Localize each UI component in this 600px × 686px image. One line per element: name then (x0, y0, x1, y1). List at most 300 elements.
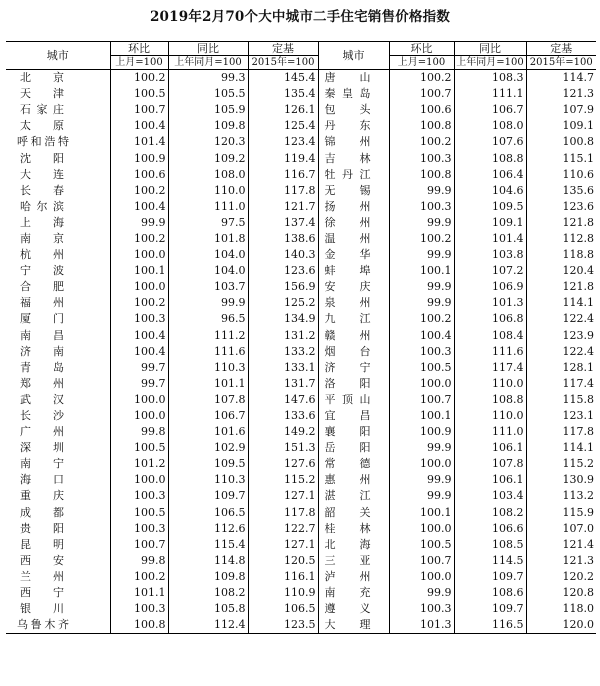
city-name (6, 86, 110, 102)
mom-value: 100.4 (110, 328, 168, 344)
table-row (6, 553, 596, 569)
yoy-value: 101.8 (168, 231, 248, 247)
city-name-text: 南充 (324, 586, 371, 600)
city-name (318, 134, 389, 150)
city-name-text: 南宁 (20, 457, 64, 471)
city-name (6, 295, 110, 311)
yoy-value: 109.5 (454, 199, 526, 215)
table-row (6, 408, 596, 424)
fixed-value: 130.9 (526, 472, 596, 488)
city-name-text: 襄阳 (324, 425, 371, 439)
mom-value: 100.4 (110, 344, 168, 360)
city-name-text: 赣州 (324, 328, 371, 342)
mom-value: 100.5 (389, 537, 454, 553)
mom-value: 100.7 (389, 86, 454, 102)
fixed-value: 123.9 (526, 328, 596, 344)
fixed-value: 135.6 (526, 183, 596, 199)
mom-value: 100.8 (389, 167, 454, 183)
city-name-text: 桂林 (324, 521, 371, 535)
yoy-value: 106.5 (168, 505, 248, 521)
city-name (318, 440, 389, 456)
yoy-value: 106.1 (454, 472, 526, 488)
fixed-value: 123.5 (248, 617, 318, 634)
city-name-text: 常德 (324, 457, 371, 471)
city-name (6, 199, 110, 215)
fixed-value: 122.4 (526, 344, 596, 360)
fixed-value: 112.8 (526, 231, 596, 247)
city-name-text: 惠州 (324, 473, 371, 487)
city-name-text: 重庆 (20, 489, 64, 503)
mom-value: 100.2 (389, 70, 454, 87)
fixed-value: 121.8 (526, 279, 596, 295)
yoy-value: 108.0 (168, 167, 248, 183)
yoy-value: 96.5 (168, 311, 248, 327)
city-name (6, 585, 110, 601)
yoy-value: 105.5 (168, 86, 248, 102)
mom-value: 99.9 (389, 488, 454, 504)
mom-value: 100.0 (389, 569, 454, 585)
city-name-text: 安庆 (324, 280, 371, 294)
fixed-value: 127.1 (248, 488, 318, 504)
city-name-text: 贵阳 (20, 521, 64, 535)
yoy-value: 115.4 (168, 537, 248, 553)
yoy-value: 110.3 (168, 472, 248, 488)
yoy-value: 107.8 (454, 456, 526, 472)
city-name-text: 蚌埠 (324, 264, 371, 278)
mom-value: 100.3 (110, 521, 168, 537)
city-name-text: 广州 (20, 425, 64, 439)
city-name (6, 456, 110, 472)
yoy-value: 106.8 (454, 311, 526, 327)
yoy-value: 108.6 (454, 585, 526, 601)
city-name (6, 424, 110, 440)
yoy-value: 110.0 (454, 408, 526, 424)
city-name (318, 231, 389, 247)
fixed-value: 121.4 (526, 537, 596, 553)
table-row (6, 601, 596, 617)
fixed-value: 131.2 (248, 328, 318, 344)
yoy-value: 107.6 (454, 134, 526, 150)
mom-value: 99.9 (389, 183, 454, 199)
table-row (6, 167, 596, 183)
yoy-value: 109.8 (168, 118, 248, 134)
city-name (318, 70, 389, 87)
mom-value: 100.1 (389, 408, 454, 424)
city-name-text: 韶关 (324, 505, 371, 519)
city-name (318, 585, 389, 601)
yoy-value: 108.8 (454, 392, 526, 408)
mom-value: 100.3 (389, 344, 454, 360)
mom-value: 100.7 (110, 537, 168, 553)
city-name (318, 215, 389, 231)
yoy-value: 99.3 (168, 70, 248, 87)
city-name (318, 617, 389, 634)
city-name-text: 牡丹江 (324, 167, 371, 181)
yoy-value: 111.0 (454, 424, 526, 440)
fixed-value: 110.6 (526, 167, 596, 183)
city-name-text: 西安 (20, 553, 64, 567)
table-row (6, 150, 596, 166)
yoy-value: 114.8 (168, 553, 248, 569)
mom-value: 100.8 (389, 118, 454, 134)
fixed-value: 114.7 (526, 70, 596, 87)
mom-value: 100.1 (389, 263, 454, 279)
city-name-text: 宁波 (20, 264, 64, 278)
city-name (318, 167, 389, 183)
fixed-value: 115.2 (248, 472, 318, 488)
city-name-text: 兰州 (20, 569, 64, 583)
yoy-value: 107.2 (454, 263, 526, 279)
mom-value: 100.0 (389, 521, 454, 537)
city-name-text: 乌鲁木齐 (17, 618, 69, 632)
fixed-value: 121.7 (248, 199, 318, 215)
table-row (6, 328, 596, 344)
mom-value: 101.2 (110, 456, 168, 472)
mom-value: 99.9 (389, 585, 454, 601)
city-name (6, 134, 110, 150)
mom-value: 99.7 (110, 376, 168, 392)
city-name (6, 247, 110, 263)
table-row (6, 505, 596, 521)
yoy-value: 109.1 (454, 215, 526, 231)
mom-value: 100.7 (110, 102, 168, 118)
city-name (318, 199, 389, 215)
fixed-value: 131.7 (248, 376, 318, 392)
city-name (6, 70, 110, 87)
city-name-text: 吉林 (324, 151, 371, 165)
city-name (6, 376, 110, 392)
yoy-value: 101.3 (454, 295, 526, 311)
table-row (6, 199, 596, 215)
fixed-value: 135.4 (248, 86, 318, 102)
table-row (6, 263, 596, 279)
city-name (6, 183, 110, 199)
header-mom-base-right: 上月=100 (389, 56, 454, 70)
fixed-value: 125.2 (248, 295, 318, 311)
table-row (6, 118, 596, 134)
city-name (6, 231, 110, 247)
city-name (6, 360, 110, 376)
mom-value: 100.7 (389, 553, 454, 569)
yoy-value: 106.1 (454, 440, 526, 456)
city-name (6, 553, 110, 569)
table-row (6, 617, 596, 634)
yoy-value: 108.4 (454, 328, 526, 344)
fixed-value: 115.2 (526, 456, 596, 472)
fixed-value: 100.8 (526, 134, 596, 150)
header-fixed-right: 定基 (526, 42, 596, 56)
mom-value: 100.2 (110, 231, 168, 247)
mom-value: 99.9 (389, 472, 454, 488)
yoy-value: 117.4 (454, 360, 526, 376)
table-body (6, 70, 596, 634)
mom-value: 99.8 (110, 553, 168, 569)
mom-value: 100.0 (110, 247, 168, 263)
city-name-text: 湛江 (324, 489, 371, 503)
city-name (6, 472, 110, 488)
fixed-value: 122.4 (526, 311, 596, 327)
city-name (6, 215, 110, 231)
city-name (318, 553, 389, 569)
mom-value: 100.2 (110, 183, 168, 199)
mom-value: 100.7 (389, 392, 454, 408)
mom-value: 100.0 (389, 376, 454, 392)
city-name-text: 福州 (20, 296, 64, 310)
city-name-text: 厦门 (20, 312, 64, 326)
yoy-value: 108.0 (454, 118, 526, 134)
mom-value: 100.2 (389, 231, 454, 247)
yoy-value: 109.7 (454, 601, 526, 617)
city-name-text: 锦州 (324, 135, 371, 149)
city-name (6, 408, 110, 424)
city-name-text: 丹东 (324, 119, 371, 133)
header-yoy-base-right: 上年同月=100 (454, 56, 526, 70)
city-name (318, 295, 389, 311)
city-name-text: 北京 (20, 71, 64, 85)
city-name-text: 洛阳 (324, 376, 371, 390)
city-name (318, 488, 389, 504)
fixed-value: 114.1 (526, 295, 596, 311)
fixed-value: 109.1 (526, 118, 596, 134)
mom-value: 100.3 (110, 311, 168, 327)
mom-value: 100.3 (110, 488, 168, 504)
mom-value: 100.0 (110, 408, 168, 424)
city-name (318, 263, 389, 279)
city-name (318, 247, 389, 263)
yoy-value: 108.3 (454, 70, 526, 87)
city-name-text: 包头 (324, 103, 371, 117)
table-row (6, 344, 596, 360)
table-row (6, 456, 596, 472)
mom-value: 100.3 (389, 199, 454, 215)
fixed-value: 117.8 (526, 424, 596, 440)
fixed-value: 117.8 (248, 183, 318, 199)
yoy-value: 103.4 (454, 488, 526, 504)
mom-value: 99.8 (110, 424, 168, 440)
city-name (318, 392, 389, 408)
city-name (6, 328, 110, 344)
mom-value: 99.9 (389, 215, 454, 231)
price-index-table (6, 41, 596, 634)
table-row (6, 279, 596, 295)
city-name-text: 上海 (20, 215, 64, 229)
fixed-value: 151.3 (248, 440, 318, 456)
mom-value: 100.4 (110, 199, 168, 215)
city-name (6, 537, 110, 553)
header-city-right: 城市 (318, 42, 389, 70)
city-name (6, 488, 110, 504)
city-name-text: 烟台 (324, 344, 371, 358)
fixed-value: 115.9 (526, 505, 596, 521)
city-name-text: 西宁 (20, 586, 64, 600)
fixed-value: 137.4 (248, 215, 318, 231)
city-name (318, 456, 389, 472)
mom-value: 100.0 (110, 392, 168, 408)
yoy-value: 109.7 (454, 569, 526, 585)
city-name (318, 505, 389, 521)
table-row (6, 231, 596, 247)
mom-value: 100.2 (110, 569, 168, 585)
yoy-value: 116.5 (454, 617, 526, 634)
city-name (6, 617, 110, 634)
mom-value: 100.3 (389, 150, 454, 166)
header-mom-right: 环比 (389, 42, 454, 56)
yoy-value: 104.0 (168, 247, 248, 263)
yoy-value: 112.6 (168, 521, 248, 537)
city-name-text: 无锡 (324, 183, 371, 197)
mom-value: 100.2 (389, 134, 454, 150)
fixed-value: 119.4 (248, 150, 318, 166)
city-name-text: 长沙 (20, 409, 64, 423)
fixed-value: 116.1 (248, 569, 318, 585)
fixed-value: 122.7 (248, 521, 318, 537)
city-name (318, 537, 389, 553)
table-row (6, 488, 596, 504)
yoy-value: 108.2 (454, 505, 526, 521)
fixed-value: 113.2 (526, 488, 596, 504)
mom-value: 100.3 (389, 601, 454, 617)
header-yoy-left: 同比 (168, 42, 248, 56)
city-name (318, 183, 389, 199)
header-yoy-right: 同比 (454, 42, 526, 56)
yoy-value: 106.4 (454, 167, 526, 183)
yoy-value: 110.3 (168, 360, 248, 376)
yoy-value: 108.2 (168, 585, 248, 601)
city-name-text: 合肥 (20, 280, 64, 294)
fixed-value: 133.2 (248, 344, 318, 360)
yoy-value: 104.0 (168, 263, 248, 279)
city-name-text: 呼和浩特 (17, 135, 69, 149)
header-yoy-base-left: 上年同月=100 (168, 56, 248, 70)
fixed-value: 117.8 (248, 505, 318, 521)
yoy-value: 106.7 (454, 102, 526, 118)
fixed-value: 120.4 (526, 263, 596, 279)
city-name-text: 扬州 (324, 199, 371, 213)
city-name-text: 唐山 (324, 71, 371, 85)
city-name-text: 遵义 (324, 602, 371, 616)
fixed-value: 123.6 (248, 263, 318, 279)
header-fixed-base-right: 2015年=100 (526, 56, 596, 70)
city-name (6, 118, 110, 134)
yoy-value: 103.8 (454, 247, 526, 263)
city-name-text: 青岛 (20, 360, 64, 374)
city-name (318, 376, 389, 392)
city-name-text: 天津 (20, 87, 64, 101)
city-name-text: 长春 (20, 183, 64, 197)
city-name-text: 济宁 (324, 360, 371, 374)
table-row (6, 295, 596, 311)
yoy-value: 108.5 (454, 537, 526, 553)
table-row (6, 70, 596, 87)
mom-value: 100.6 (389, 102, 454, 118)
fixed-value: 147.6 (248, 392, 318, 408)
city-name (6, 150, 110, 166)
fixed-value: 117.4 (526, 376, 596, 392)
fixed-value: 121.3 (526, 86, 596, 102)
mom-value: 99.9 (389, 295, 454, 311)
yoy-value: 109.2 (168, 150, 248, 166)
city-name-text: 平顶山 (324, 392, 371, 406)
city-name (318, 408, 389, 424)
yoy-value: 109.8 (168, 569, 248, 585)
mom-value: 99.7 (110, 360, 168, 376)
city-name (6, 392, 110, 408)
mom-value: 100.2 (110, 295, 168, 311)
city-name-text: 大理 (324, 618, 371, 632)
city-name-text: 泉州 (324, 296, 371, 310)
fixed-value: 125.4 (248, 118, 318, 134)
fixed-value: 128.1 (526, 360, 596, 376)
city-name-text: 海口 (20, 473, 64, 487)
fixed-value: 127.6 (248, 456, 318, 472)
yoy-value: 111.6 (454, 344, 526, 360)
yoy-value: 104.6 (454, 183, 526, 199)
fixed-value: 133.6 (248, 408, 318, 424)
city-name-text: 南京 (20, 231, 64, 245)
table-row (6, 360, 596, 376)
table-row (6, 472, 596, 488)
fixed-value: 118.8 (526, 247, 596, 263)
mom-value: 100.8 (110, 617, 168, 634)
table-row (6, 311, 596, 327)
yoy-value: 110.0 (168, 183, 248, 199)
city-name (6, 279, 110, 295)
fixed-value: 120.5 (248, 553, 318, 569)
yoy-value: 106.6 (454, 521, 526, 537)
city-name (318, 521, 389, 537)
fixed-value: 120.0 (526, 617, 596, 634)
fixed-value: 123.4 (248, 134, 318, 150)
fixed-value: 134.9 (248, 311, 318, 327)
fixed-value: 106.5 (248, 601, 318, 617)
city-name-text: 金华 (324, 248, 371, 262)
city-name (318, 118, 389, 134)
city-name (6, 102, 110, 118)
table-row (6, 585, 596, 601)
city-name (318, 311, 389, 327)
city-name (6, 521, 110, 537)
table-row (6, 183, 596, 199)
table-row (6, 102, 596, 118)
fixed-value: 138.6 (248, 231, 318, 247)
fixed-value: 115.8 (526, 392, 596, 408)
mom-value: 100.1 (110, 263, 168, 279)
fixed-value: 123.1 (526, 408, 596, 424)
city-name (6, 167, 110, 183)
yoy-value: 101.1 (168, 376, 248, 392)
yoy-value: 101.6 (168, 424, 248, 440)
mom-value: 100.5 (110, 86, 168, 102)
city-name-text: 宜昌 (324, 409, 371, 423)
fixed-value: 126.1 (248, 102, 318, 118)
yoy-value: 109.5 (168, 456, 248, 472)
fixed-value: 140.3 (248, 247, 318, 263)
header-fixed-left: 定基 (248, 42, 318, 56)
city-name-text: 杭州 (20, 248, 64, 262)
city-name (318, 344, 389, 360)
city-name-text: 沈阳 (20, 151, 64, 165)
table-row (6, 537, 596, 553)
table-row (6, 215, 596, 231)
yoy-value: 112.4 (168, 617, 248, 634)
yoy-value: 97.5 (168, 215, 248, 231)
header-mom-left: 环比 (110, 42, 168, 56)
city-name (318, 102, 389, 118)
yoy-value: 111.2 (168, 328, 248, 344)
table-row (6, 247, 596, 263)
yoy-value: 105.9 (168, 102, 248, 118)
mom-value: 100.4 (110, 118, 168, 134)
